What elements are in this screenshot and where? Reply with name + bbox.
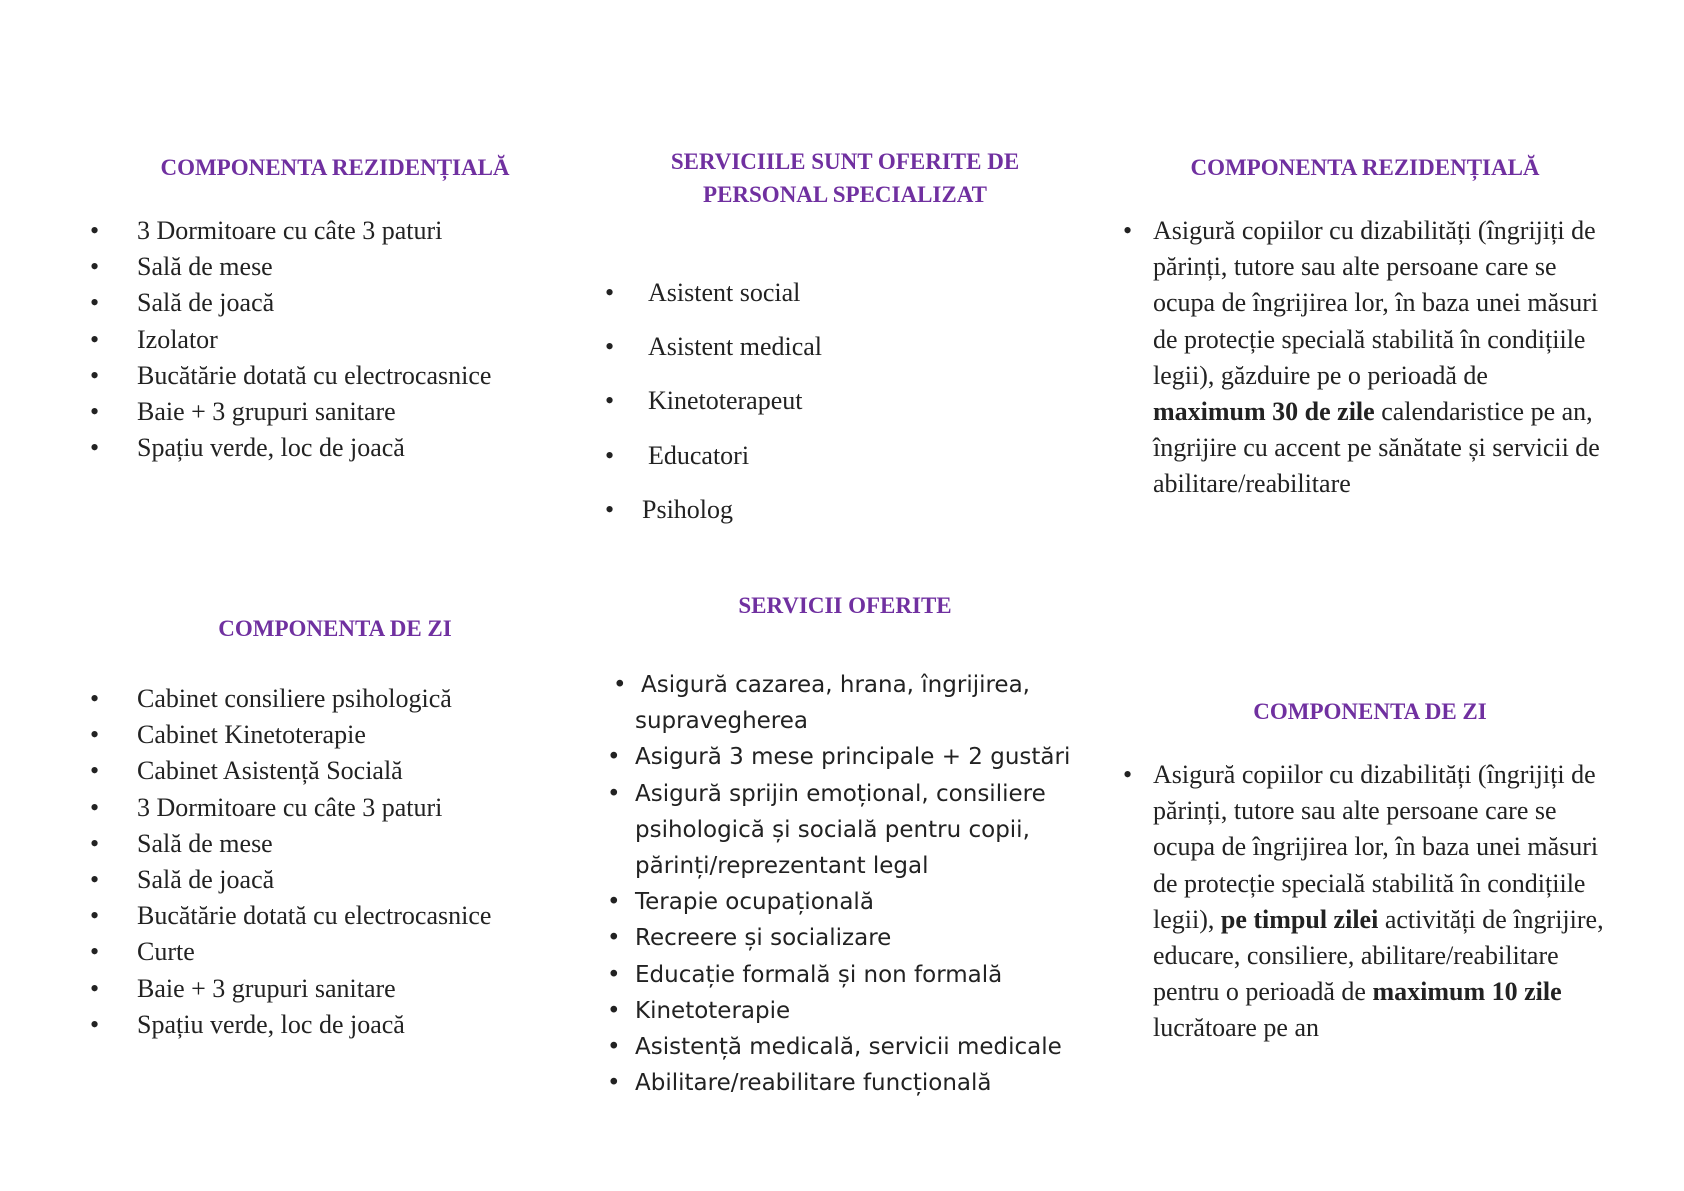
list-item: • Cabinet Asistență Socială [90, 753, 590, 789]
col3-day-text-middle: activități de îngrijire, educare, consiliere, abilitare/reabilitare pentru o perioadă de [1153, 904, 1604, 1007]
list-item: • Recreere și socializare [605, 920, 1095, 956]
list-item: • Spațiu verde, loc de joacă [90, 1007, 590, 1043]
col3-day-text-end: lucrătoare pe an [1153, 1013, 1320, 1043]
list-item: • Educație formală și non formală [605, 957, 1095, 993]
list-item: • Asistent social [605, 266, 1065, 320]
list-item: • Bucătărie dotată cu electrocasnice [90, 898, 590, 934]
list-item: • Sală de joacă [90, 862, 590, 898]
col3-day-text-bold1: pe timpul zilei [1220, 904, 1379, 934]
list-item: • Bucătărie dotată cu electrocasnice [90, 358, 590, 394]
list-item: • Asigură sprijin emoțional, consiliere psihologică și socială pentru copii, părinți/reprezentant legal [605, 776, 1095, 885]
list-item: • Sală de mese [90, 826, 590, 862]
list-item: • Asigură 3 mese principale + 2 gustări [605, 739, 1095, 775]
col2-staff-heading-line1: SERVICIILE SUNT OFERITE DE [670, 149, 1020, 174]
col1-residential-list [90, 213, 590, 466]
col2-services-list [605, 667, 1095, 1101]
col3-day-text-start: Asigură copiilor cu dizabilități (îngrijiți de părinți, tutore sau alte persoane care se ocupa de îngrijirea lor, în baza unei măsuri de protecție specială stabilită în condițiile legii), [1153, 760, 1599, 934]
list-item: • Sală de joacă [90, 285, 590, 321]
list-item: • Curte [90, 934, 590, 970]
col3-day-list [1123, 757, 1613, 1047]
col3-residential-text-bold: maximum 30 de zile [1153, 397, 1375, 427]
col3-day-text-bold2: maximum 10 zile [1372, 977, 1562, 1007]
col1-day-heading: COMPONENTA DE ZI [218, 616, 452, 641]
list-item: • Psiholog [605, 483, 1065, 537]
list-item: • Izolator [90, 322, 590, 358]
list-item: • Asigură cazarea, hrana, îngrijirea, supravegherea [605, 667, 1095, 739]
list-item [1123, 757, 1613, 1047]
col1-residential-heading: COMPONENTA REZIDENȚIALĂ [160, 155, 510, 180]
list-item: • Spațiu verde, loc de joacă [90, 430, 590, 466]
list-item: • Asistent medical [605, 320, 1065, 374]
list-item: • Sală de mese [90, 249, 590, 285]
col1-day-list [90, 681, 590, 1043]
list-item: • 3 Dormitoare cu câte 3 paturi [90, 213, 590, 249]
col3-day-heading: COMPONENTA DE ZI [1253, 699, 1487, 724]
list-item [1123, 213, 1603, 503]
col2-staff-heading-line2: PERSONAL SPECIALIZAT [703, 182, 987, 207]
col3-residential-text-start: Asigură copiilor cu dizabilități (îngrijiți de părinți, tutore sau alte persoane care se ocupa de îngrijirea lor, în baza unei măsuri de protecție specială stabilită în condițiile legii), găzduire pe o perioadă de [1153, 216, 1599, 390]
col3-residential-text-end: calendaristice pe an, îngrijire cu accent pe sănătate și servicii de abilitare/reabilitare [1153, 397, 1600, 499]
list-item: • Kinetoterapie [605, 993, 1095, 1029]
list-item: • Kinetoterapeut [605, 374, 1065, 428]
list-item: • Asistență medicală, servicii medicale [605, 1029, 1095, 1065]
col2-services-heading: SERVICII OFERITE [738, 593, 952, 618]
list-item: • 3 Dormitoare cu câte 3 paturi [90, 790, 590, 826]
col3-residential-list [1123, 213, 1603, 503]
list-item: • Baie + 3 grupuri sanitare [90, 971, 590, 1007]
list-item: • Baie + 3 grupuri sanitare [90, 394, 590, 430]
col3-residential-heading: COMPONENTA REZIDENȚIALĂ [1190, 155, 1540, 180]
col2-staff-heading [600, 145, 1090, 211]
list-item: • Cabinet Kinetoterapie [90, 717, 590, 753]
list-item: • Cabinet consiliere psihologică [90, 681, 590, 717]
list-item: • Educatori [605, 429, 1065, 483]
list-item: • Terapie ocupațională [605, 884, 1095, 920]
list-item: • Abilitare/reabilitare funcțională [605, 1065, 1095, 1101]
col2-staff-list [605, 266, 1065, 537]
